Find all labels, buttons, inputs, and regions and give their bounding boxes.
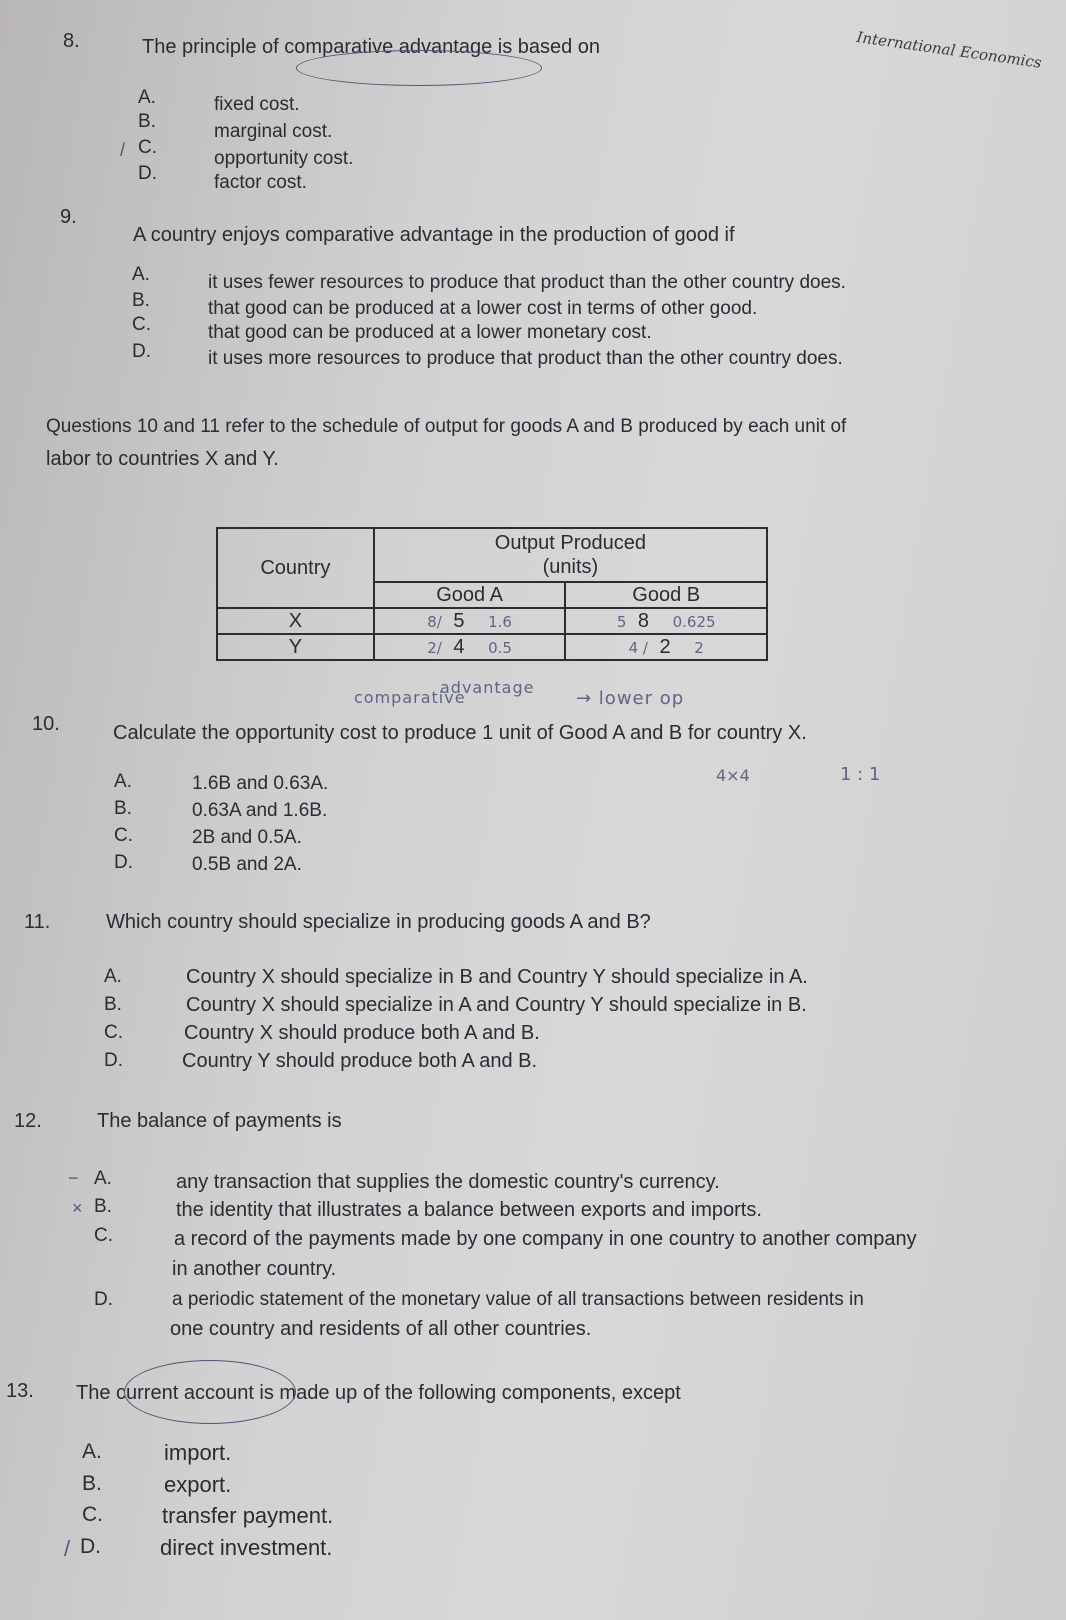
q12-option-c-line2: in another country. (172, 1258, 337, 1280)
q10-option-b-letter: B. (114, 798, 132, 819)
table-value: 8 (637, 609, 650, 632)
q13-option-c-letter: C. (82, 1503, 103, 1526)
q12-mark-b: × (72, 1198, 83, 1218)
q10-option-c-letter: C. (114, 825, 133, 846)
q8-annotation-circle (296, 50, 542, 86)
hand-lower-op: → lower op (576, 688, 685, 709)
q8-option-b: marginal cost. (214, 121, 333, 142)
q10-option-b: 0.63A and 1.6B. (192, 800, 328, 821)
header-note: International Economics (855, 28, 1043, 72)
q11-option-b: Country X should specialize in A and Country Y should specialize in B. (186, 994, 807, 1016)
q9-option-b-letter: B. (132, 290, 150, 311)
table-cell-good-a (374, 634, 566, 660)
q9-option-a-letter: A. (132, 264, 150, 285)
hand-note: 1.6 (488, 612, 512, 631)
q13-number: 13. (6, 1380, 34, 1402)
q13-option-a-letter: A. (82, 1440, 102, 1463)
q12-option-a: any transaction that supplies the domestic country's currency. (176, 1171, 720, 1193)
table-cell-good-b (565, 608, 767, 634)
hand-note: 0.5 (488, 638, 512, 657)
q10-option-a-letter: A. (114, 771, 132, 792)
q9-option-d: it uses more resources to produce that product than the other country does. (208, 348, 843, 369)
table-cell-country: X (217, 608, 374, 634)
q8-option-d: factor cost. (214, 172, 307, 193)
table-header-output-1: Output Produced (494, 532, 646, 554)
hand-note: 8/ (427, 612, 442, 631)
q12-option-c: a record of the payments made by one company in one country to another company (174, 1228, 917, 1250)
q13-answer-tick: / (64, 1536, 71, 1561)
q12-option-b-letter: B. (94, 1196, 112, 1217)
table-value: 5 (453, 609, 465, 632)
q9-number: 9. (60, 206, 77, 228)
table-cell-good-b (565, 634, 767, 660)
q11-number: 11. (24, 911, 51, 933)
intro-line-2: labor to countries X and Y. (46, 448, 279, 470)
q8-option-b-letter: B. (138, 111, 156, 132)
q11-option-a-letter: A. (104, 966, 122, 987)
table-header-output-2: (units) (542, 556, 599, 578)
q12-mark-a: − (68, 1168, 79, 1188)
q11-option-c-letter: C. (104, 1022, 123, 1043)
q13-option-b-letter: B. (82, 1472, 102, 1495)
q9-text: A country enjoys comparative advantage in the production of good if (133, 224, 735, 246)
hand-note: 2 (694, 638, 704, 657)
q13-option-b: export. (164, 1472, 232, 1497)
q10-option-d: 0.5B and 2A. (192, 854, 302, 875)
q11-option-a: Country X should specialize in B and Country Y should specialize in A. (186, 966, 808, 988)
q8-option-c: opportunity cost. (214, 148, 354, 169)
table-value: 2 (659, 635, 671, 658)
q9-option-d-letter: D. (132, 341, 151, 362)
hand-advantage: advantage (440, 678, 535, 697)
q11-option-b-letter: B. (104, 994, 122, 1015)
q13-option-c: transfer payment. (162, 1503, 334, 1528)
q11-option-d-letter: D. (104, 1050, 123, 1071)
hand-note: 5 (616, 612, 627, 631)
q13-annotation-circle (124, 1360, 296, 1424)
q8-option-a-letter: A. (138, 87, 156, 108)
q12-option-b: the identity that illustrates a balance between exports and imports. (176, 1199, 762, 1221)
q11-text: Which country should specialize in producing goods A and B? (106, 911, 651, 933)
q8-option-a: fixed cost. (214, 94, 300, 115)
q12-option-d: a periodic statement of the monetary value of all transactions between residents in (172, 1289, 864, 1310)
table-header-output (374, 528, 767, 582)
table-cell-country: Y (217, 634, 374, 660)
table-cell-good-a (374, 608, 566, 634)
table-header-country: Country (217, 528, 374, 608)
hand-comparative: comparative (354, 688, 466, 707)
q9-option-b: that good can be produced at a lower cost in terms of other good. (208, 298, 758, 319)
hand-note: 2/ (427, 638, 442, 657)
hand-calc-1: 4×4 (716, 766, 750, 785)
intro-line-1: Questions 10 and 11 refer to the schedule of output for goods A and B produced by each unit of (46, 416, 847, 437)
q12-option-d-letter: D. (94, 1289, 113, 1310)
q8-option-c-letter: C. (138, 137, 157, 158)
q10-option-a: 1.6B and 0.63A. (192, 773, 329, 794)
table-header-good-b: Good B (565, 582, 767, 608)
q13-option-a: import. (164, 1440, 232, 1465)
hand-note: 4 / (628, 638, 648, 657)
output-schedule-table (216, 527, 768, 661)
table-row (217, 634, 767, 660)
q8-option-d-letter: D. (138, 163, 157, 184)
q9-option-c: that good can be produced at a lower monetary cost. (208, 322, 652, 343)
q10-option-d-letter: D. (114, 852, 133, 873)
q11-option-c: Country X should produce both A and B. (184, 1022, 540, 1044)
q12-option-d-line2: one country and residents of all other countries. (170, 1318, 592, 1340)
q11-option-d: Country Y should produce both A and B. (182, 1050, 538, 1072)
table-header-good-a: Good A (374, 582, 566, 608)
q10-option-c: 2B and 0.5A. (192, 827, 302, 848)
q12-text: The balance of payments is (97, 1110, 342, 1132)
q12-option-c-letter: C. (94, 1225, 113, 1246)
q13-option-d-letter: D. (80, 1535, 101, 1558)
q8-number: 8. (63, 30, 80, 52)
q13-text: The current account is made up of the following components, except (76, 1382, 681, 1404)
q8-text: The principle of comparative advantage is based on (142, 36, 601, 58)
hand-calc-2: 1 : 1 (840, 764, 881, 785)
q9-option-a: it uses fewer resources to produce that product than the other country does. (208, 272, 846, 293)
q10-number: 10. (32, 713, 60, 735)
q10-text: Calculate the opportunity cost to produce 1 unit of Good A and B for country X. (113, 722, 807, 744)
q8-answer-tick: / (120, 140, 126, 160)
q12-number: 12. (14, 1110, 42, 1132)
table-row (217, 608, 767, 634)
q12-option-a-letter: A. (94, 1168, 112, 1189)
q13-option-d: direct investment. (160, 1535, 333, 1560)
table-value: 4 (453, 635, 465, 658)
q9-option-c-letter: C. (132, 314, 151, 335)
hand-note: 0.625 (672, 612, 716, 631)
